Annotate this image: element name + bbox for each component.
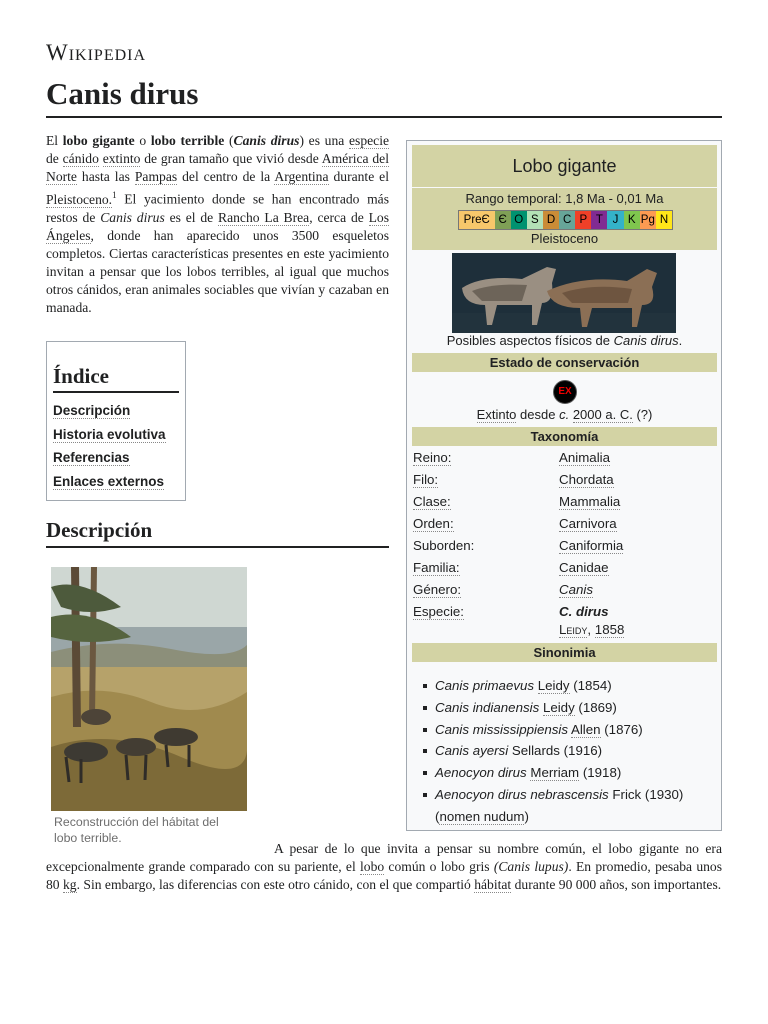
temporal-range bbox=[412, 188, 717, 250]
bold-lobo-terrible: lobo terrible bbox=[150, 133, 225, 148]
link-los-angeles[interactable]: Los Ángeles bbox=[46, 209, 389, 243]
period-3[interactable]: S bbox=[527, 211, 543, 229]
period-1[interactable]: Є bbox=[495, 211, 511, 229]
toc-item-historia-evolutiva[interactable]: Historia evolutiva bbox=[53, 426, 166, 442]
toc-title: Índice bbox=[53, 364, 179, 393]
table-of-contents bbox=[46, 341, 186, 501]
taxonomy-row-genero: Género: Canis bbox=[413, 582, 593, 597]
taxobox-title: Lobo gigante bbox=[412, 145, 717, 187]
list-item: Canis primaevus Leidy (1854) bbox=[435, 675, 735, 697]
taxonomy-row-suborden: Suborden: Caniformia bbox=[413, 538, 624, 553]
link-extinto[interactable]: extinto bbox=[102, 151, 141, 166]
toc-item-referencias[interactable]: Referencias bbox=[53, 450, 130, 465]
taxonomy-row-orden: Orden: Carnivora bbox=[413, 516, 617, 531]
link-especie[interactable]: especie bbox=[349, 133, 389, 148]
link-kg[interactable]: kg bbox=[63, 877, 77, 892]
bold-lobo-gigante: lobo gigante bbox=[62, 133, 135, 148]
period-11[interactable]: N bbox=[656, 211, 672, 229]
intro-paragraph: El lobo gigante o lobo terrible (Canis dirus) es una especie de cánido extinto de gran tamaño que vivió desde América del Norte hasta las Pampas del centro de la Argentina durante el Pleistoceno.$^1$ El yacimiento donde se han encontrado más restos de Canis dirus es el de Rancho La Brea, cerca de Los Ángeles, donde han aparecido unos 3500 esqueletos completos. Ciertas características presentes en este yacimiento invitan a pensar que los lobos terribles, al igual que muchos otros cánidos, eran animales sociables que vivían y cazaban en manada. bbox=[46, 133, 389, 315]
link-nomen-nudum[interactable]: nomen nudum bbox=[439, 808, 525, 824]
conservation-status-header: Estado de conservación bbox=[412, 353, 717, 372]
link-extinto-status[interactable]: Extinto bbox=[476, 407, 517, 422]
wikipedia-logo[interactable]: Wikipedia bbox=[46, 40, 147, 65]
link-pampas[interactable]: Pampas bbox=[134, 169, 178, 184]
period-7[interactable]: T bbox=[591, 211, 607, 229]
page-title: Canis dirus bbox=[46, 76, 722, 118]
taxonomy-row-reino: Reino: Animalia bbox=[413, 450, 610, 465]
period-10[interactable]: Pg bbox=[640, 211, 656, 229]
habitat-painting[interactable] bbox=[51, 567, 247, 811]
species-authority: Leidy, 1858 bbox=[559, 622, 625, 637]
wolves-photo[interactable] bbox=[452, 253, 676, 333]
list-item: Aenocyon dirus Merriam (1918) bbox=[435, 762, 735, 784]
extinct-status-icon[interactable]: EX bbox=[553, 380, 577, 404]
bold-canis-dirus: Canis dirus bbox=[233, 133, 300, 148]
geologic-timebar[interactable] bbox=[458, 210, 673, 230]
synonym-list bbox=[417, 675, 735, 828]
period-9[interactable]: K bbox=[624, 211, 640, 229]
temporal-range-label: Rango temporal: 1,8 Ma - 0,01 Ma bbox=[465, 191, 664, 206]
link-lobo[interactable]: lobo bbox=[360, 859, 385, 874]
list-item: Aenocyon dirus nebrascensis Frick (1930) (nomen nudum) bbox=[435, 784, 735, 828]
link-canido[interactable]: cánido bbox=[62, 151, 99, 166]
synonymy-header: Sinonimia bbox=[412, 643, 717, 662]
link-rancho-la-brea[interactable]: Rancho La Brea bbox=[218, 209, 310, 225]
list-item: Canis ayersi Sellards (1916) bbox=[435, 740, 735, 762]
link-pleistoceno[interactable]: Pleistoceno. bbox=[46, 191, 113, 207]
link-2000-ac[interactable]: 2000 a. C. bbox=[572, 407, 633, 422]
period-8[interactable]: J bbox=[607, 211, 623, 229]
taxonomy-header: Taxonomía bbox=[412, 427, 717, 446]
taxonomy-row-clase: Clase: Mammalia bbox=[413, 494, 621, 509]
extinct-status: Extinto desde c. 2000 a. C. (?) bbox=[476, 407, 653, 422]
link-america-del-norte[interactable]: América del Norte bbox=[46, 151, 389, 184]
period-5[interactable]: C bbox=[559, 211, 575, 229]
toc-item-descripcion[interactable]: Descripción bbox=[53, 403, 131, 418]
link-habitat[interactable]: hábitat bbox=[474, 877, 512, 892]
link-argentina[interactable]: Argentina bbox=[274, 169, 329, 184]
taxonomy-row-familia: Familia: Canidae bbox=[413, 560, 609, 575]
period-2[interactable]: O bbox=[511, 211, 527, 229]
period-6[interactable]: P bbox=[575, 211, 591, 229]
period-4[interactable]: D bbox=[543, 211, 559, 229]
toc-item-enlaces-externos[interactable]: Enlaces externos bbox=[53, 473, 165, 489]
list-item: Canis mississippiensis Allen (1876) bbox=[435, 719, 735, 741]
photo-caption: Posibles aspectos físicos de Canis dirus. bbox=[446, 333, 683, 348]
link-pleistoceno-epoch[interactable]: Pleistoceno bbox=[530, 231, 599, 246]
list-item: Canis indianensis Leidy (1869) bbox=[435, 697, 735, 719]
period-0[interactable]: PreЄ bbox=[459, 211, 495, 229]
figure-caption: Reconstrucción del hábitat del lobo terrible. bbox=[54, 815, 219, 845]
taxonomy-row-especie: Especie: C. dirus bbox=[413, 604, 609, 619]
link-leidy-authority[interactable]: Leidy bbox=[559, 622, 588, 637]
section-heading-descripcion: Descripción bbox=[46, 518, 389, 548]
link-1858[interactable]: 1858 bbox=[594, 622, 625, 637]
description-paragraph: A pesar de lo que invita a pensar su nombre común, el lobo gigante no era excepcionalmente grande comparado con su pariente, el lobo común o lobo gris (Canis lupus). En promedio, pesaba unos 80 kg. Sin embargo, las diferencias con este otro cánido, con el que compartió hábitat durante 90 000 años, son importantes. bbox=[46, 841, 722, 892]
taxonomy-row-filo: Filo: Chordata bbox=[413, 472, 614, 487]
reference-1[interactable]: 1 bbox=[112, 190, 117, 200]
taxobox bbox=[406, 140, 722, 831]
